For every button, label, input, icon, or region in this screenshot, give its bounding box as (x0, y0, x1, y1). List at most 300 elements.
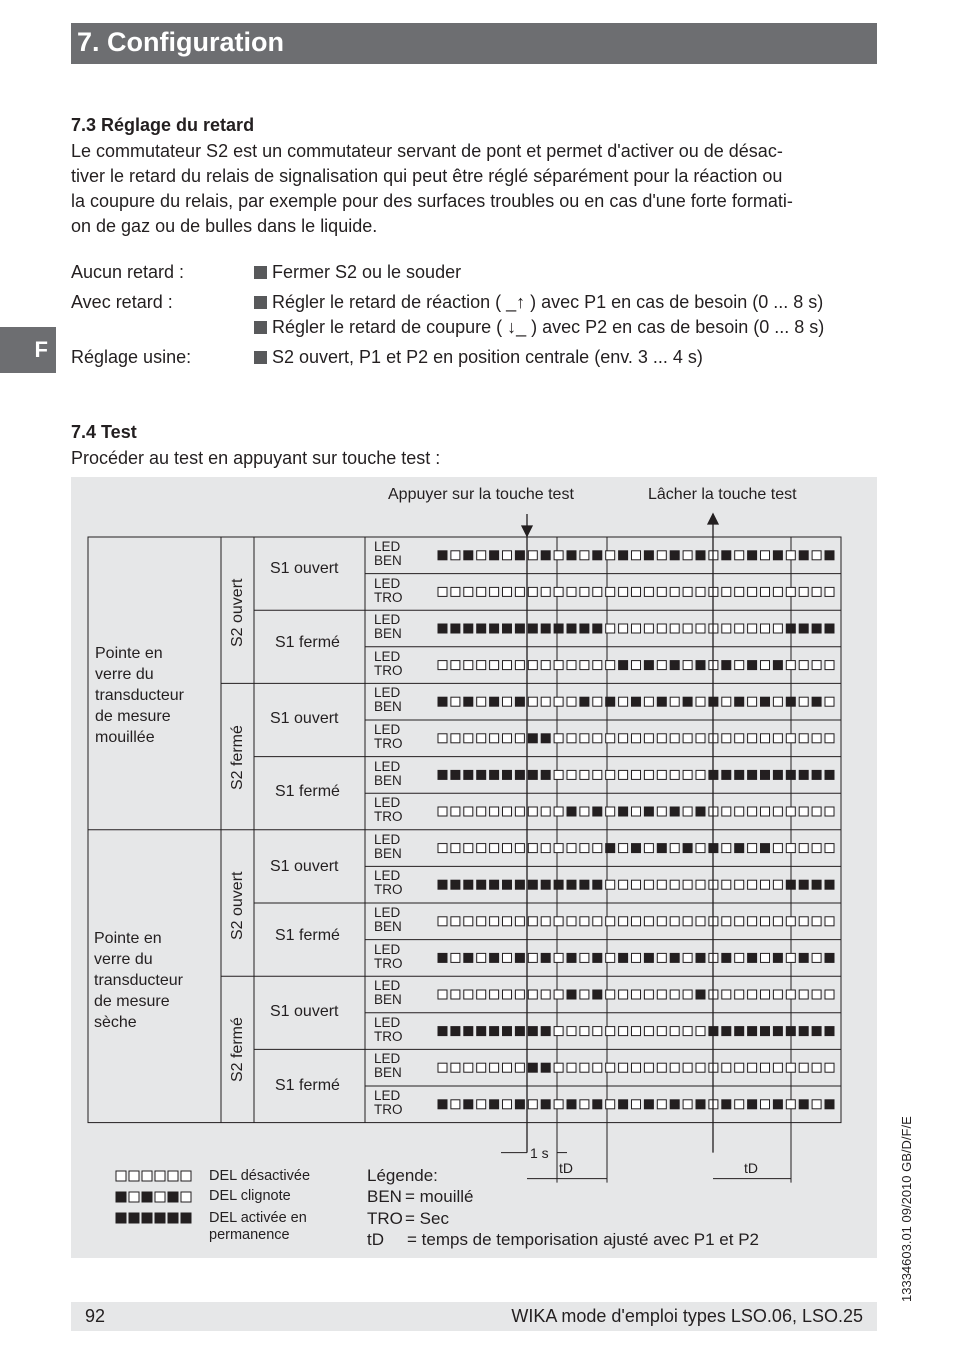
led-cell-off (593, 844, 602, 853)
led-cell-off (786, 661, 795, 670)
led-cell-off (477, 697, 486, 706)
led-cell-off (632, 807, 641, 816)
led-kind: BEN (374, 1065, 402, 1081)
led-cell-on (515, 624, 524, 633)
led-cell-off (799, 661, 808, 670)
led-cell-off (464, 734, 473, 743)
legend-swatch-cell (129, 1192, 139, 1202)
led-cell-on (696, 953, 705, 962)
legend-swatch-cell (116, 1192, 126, 1202)
language-tab (0, 327, 56, 373)
led-cell-on (438, 697, 447, 706)
down-arrow-icon (522, 526, 532, 536)
led-cell-on (515, 770, 524, 779)
td-label-2: tD (744, 1160, 758, 1176)
led-cell-on (477, 1027, 486, 1036)
led-cell-off (696, 917, 705, 926)
s1-label-7: S1 ouvert (270, 1003, 339, 1020)
led-kind: BEN (374, 845, 402, 861)
led-cell-off (786, 953, 795, 962)
led-cell-on (657, 697, 666, 706)
led-cell-off (761, 551, 770, 560)
led-state-table (71, 507, 877, 1187)
led-cell-off (644, 770, 653, 779)
led-cell-off (761, 661, 770, 670)
led-row-label (374, 906, 402, 934)
led-cell-off (683, 1063, 692, 1072)
led-cell-on (812, 770, 821, 779)
led-cell-off (438, 587, 447, 596)
led-cell-off (477, 917, 486, 926)
led-cell-on (567, 1100, 576, 1109)
led-cell-off (644, 917, 653, 926)
led-cell-off (761, 917, 770, 926)
setting-value-delay-off: Régler le retard de coupure ( ↓_ ) avec P2 en cas de besoin (0 ... 8 s) (254, 317, 824, 338)
led-cell-on (722, 551, 731, 560)
led-cell-off (528, 587, 537, 596)
led-cell-off (477, 844, 486, 853)
led-cell-off (451, 953, 460, 962)
led-cell-off (683, 917, 692, 926)
led-cell-on (464, 551, 473, 560)
led-cell-on (490, 624, 499, 633)
legend-swatch-cell (155, 1192, 165, 1202)
led-cell-off (464, 807, 473, 816)
led-cell-off (490, 1063, 499, 1072)
led-cell-off (606, 807, 615, 816)
led-cell-off (735, 990, 744, 999)
led-cell-off (503, 990, 512, 999)
led-cell-off (812, 1063, 821, 1072)
led-cell-off (554, 990, 563, 999)
led-cell-off (528, 917, 537, 926)
led-cell-off (541, 990, 550, 999)
led-cell-off (812, 807, 821, 816)
led-cell-off (683, 1027, 692, 1036)
page-footer (71, 1302, 877, 1331)
led-cell-off (670, 697, 679, 706)
led-cell-off (761, 587, 770, 596)
led-word: LED (374, 722, 401, 737)
led-cell-off (619, 990, 628, 999)
bullet-square-icon (254, 351, 267, 364)
led-cell-off (554, 697, 563, 706)
led-cell-off (632, 624, 641, 633)
led-cell-on (503, 880, 512, 889)
led-cell-off (670, 917, 679, 926)
led-cell-off (748, 734, 757, 743)
s2-label-3: S2 ouvert (229, 871, 246, 940)
led-word: LED (374, 868, 401, 884)
led-cell-off (606, 990, 615, 999)
led-cell-off (670, 770, 679, 779)
led-cell-off (696, 587, 705, 596)
led-cell-off (490, 844, 499, 853)
led-cell-on (670, 1100, 679, 1109)
led-cell-off (812, 734, 821, 743)
page-number: 92 (85, 1306, 106, 1326)
led-cell-on (490, 1100, 499, 1109)
led-cell-on (670, 953, 679, 962)
led-cell-off (735, 953, 744, 962)
led-cell-off (528, 953, 537, 962)
led-cell-on (490, 551, 499, 560)
led-cell-on (722, 1100, 731, 1109)
led-cell-off (451, 844, 460, 853)
led-cell-off (799, 1063, 808, 1072)
led-cell-off (567, 587, 576, 596)
led-cell-off (773, 697, 782, 706)
led-cell-off (528, 697, 537, 706)
led-cell-off (696, 734, 705, 743)
led-cell-off (554, 1063, 563, 1072)
legend-swatch-cell (142, 1213, 152, 1223)
led-cell-on (761, 844, 770, 853)
led-cell-off (477, 734, 486, 743)
led-cell-on (748, 661, 757, 670)
led-cell-off (477, 990, 486, 999)
led-cell-off (464, 844, 473, 853)
led-cell-off (580, 551, 589, 560)
led-cell-off (451, 807, 460, 816)
document-code: 13334603.01 09/2010 GB/D/F/E (899, 1116, 914, 1302)
paragraph-7-3-line-3: la coupure du relais, par exemple pour des surfaces troubles ou en cas d'une forte formati- (71, 191, 793, 211)
led-cell-on (825, 1027, 834, 1036)
led-cell-on (515, 1027, 524, 1036)
led-cell-off (670, 844, 679, 853)
led-cell-on (722, 661, 731, 670)
led-kind: BEN (374, 919, 402, 934)
led-cell-off (515, 734, 524, 743)
led-row-label (374, 686, 402, 714)
led-cell-off (773, 807, 782, 816)
led-cell-off (773, 917, 782, 926)
led-cell-off (567, 734, 576, 743)
led-cell-off (644, 734, 653, 743)
led-cell-on (464, 1027, 473, 1036)
led-cell-on (773, 1100, 782, 1109)
led-cell-off (657, 953, 666, 962)
led-cell-off (644, 990, 653, 999)
led-cell-off (490, 587, 499, 596)
led-cell-off (786, 807, 795, 816)
led-cell-off (541, 661, 550, 670)
led-cell-off (799, 587, 808, 596)
led-cell-off (554, 807, 563, 816)
led-kind: TRO (374, 589, 403, 605)
led-cell-off (632, 661, 641, 670)
led-row-label (374, 979, 402, 1007)
led-kind: BEN (374, 553, 402, 568)
legend-swatch-cell (155, 1213, 165, 1223)
led-cell-on (515, 880, 524, 889)
led-cell-on (593, 1100, 602, 1109)
led-cell-off (580, 1100, 589, 1109)
led-cell-off (748, 697, 757, 706)
led-cell-on (477, 880, 486, 889)
led-cell-on (541, 734, 550, 743)
led-cell-on (464, 1100, 473, 1109)
led-cell-off (606, 551, 615, 560)
led-cell-off (773, 734, 782, 743)
led-row-label (374, 650, 403, 678)
led-cell-off (580, 734, 589, 743)
led-cell-off (657, 587, 666, 596)
legend-swatch-cell (129, 1171, 139, 1181)
led-cell-on (464, 880, 473, 889)
led-cell-off (541, 807, 550, 816)
led-cell-off (593, 661, 602, 670)
led-cell-off (593, 1027, 602, 1036)
led-cell-off (825, 697, 834, 706)
led-cell-on (683, 844, 692, 853)
led-cell-off (593, 1063, 602, 1072)
s1-label-8: S1 fermé (275, 1077, 340, 1094)
led-cell-on (644, 1100, 653, 1109)
led-cell-off (580, 807, 589, 816)
led-cell-off (606, 917, 615, 926)
led-cell-off (477, 1100, 486, 1109)
led-cell-off (619, 587, 628, 596)
setting-label-no-delay: Aucun retard : (71, 262, 185, 282)
led-cell-on (541, 1100, 550, 1109)
led-kind: TRO (374, 1028, 403, 1044)
led-cell-on (451, 1027, 460, 1036)
legend-swatch-cell (142, 1192, 152, 1202)
legend-swatch-cell (181, 1171, 191, 1181)
led-cell-off (554, 661, 563, 670)
led-cell-off (670, 587, 679, 596)
led-cell-off (554, 917, 563, 926)
led-cell-off (657, 551, 666, 560)
led-row-label (374, 613, 402, 641)
led-cell-off (683, 624, 692, 633)
led-cell-off (554, 953, 563, 962)
led-cell-off (670, 1063, 679, 1072)
led-cell-off (825, 990, 834, 999)
bullet-square-icon (254, 266, 267, 279)
led-cell-on (761, 1027, 770, 1036)
led-cell-off (632, 917, 641, 926)
led-cell-off (554, 1100, 563, 1109)
led-cell-on (696, 807, 705, 816)
led-cell-off (644, 1027, 653, 1036)
led-row-label (374, 796, 403, 824)
led-cell-on (490, 953, 499, 962)
led-cell-off (619, 624, 628, 633)
led-kind: BEN (374, 772, 402, 788)
setting-label-factory: Réglage usine: (71, 347, 192, 367)
legend-ben-def: = mouillé (405, 1187, 474, 1206)
led-cell-off (786, 917, 795, 926)
led-cell-on (683, 697, 692, 706)
led-cell-on (593, 953, 602, 962)
led-cell-off (748, 917, 757, 926)
legend-swatch-cell (168, 1171, 178, 1181)
led-cell-off (825, 844, 834, 853)
led-cell-off (644, 587, 653, 596)
led-cell-off (683, 953, 692, 962)
led-cell-off (683, 587, 692, 596)
led-cell-off (567, 661, 576, 670)
led-cell-off (580, 844, 589, 853)
led-cell-off (696, 1027, 705, 1036)
led-cell-on (541, 880, 550, 889)
led-cell-off (812, 917, 821, 926)
led-cell-on (464, 953, 473, 962)
led-cell-on (619, 1100, 628, 1109)
led-cell-on (799, 1100, 808, 1109)
led-cell-on (528, 734, 537, 743)
led-cell-on (528, 880, 537, 889)
led-word: LED (374, 795, 401, 811)
led-cell-on (528, 1027, 537, 1036)
led-cell-off (451, 1100, 460, 1109)
led-cell-off (593, 770, 602, 779)
led-cell-on (786, 697, 795, 706)
s2-label-4: S2 fermé (229, 1017, 246, 1082)
led-cell-off (554, 844, 563, 853)
led-cell-on (619, 661, 628, 670)
led-cell-on (799, 624, 808, 633)
led-row-label (374, 540, 402, 568)
led-cell-off (696, 880, 705, 889)
led-cell-off (761, 1063, 770, 1072)
led-cell-on (825, 1100, 834, 1109)
s1-label-4: S1 fermé (275, 783, 340, 800)
led-cell-off (515, 1063, 524, 1072)
led-cell-off (657, 661, 666, 670)
led-cell-off (464, 661, 473, 670)
led-cell-off (812, 844, 821, 853)
led-cell-on (541, 770, 550, 779)
led-cell-off (567, 917, 576, 926)
led-cell-off (683, 1100, 692, 1109)
led-cell-off (632, 990, 641, 999)
td-label-1: tD (559, 1160, 573, 1176)
led-cell-on (464, 624, 473, 633)
led-cell-off (503, 697, 512, 706)
led-cell-off (761, 807, 770, 816)
led-cell-on (567, 880, 576, 889)
led-cell-off (644, 624, 653, 633)
legend-swatch-cell (129, 1213, 139, 1223)
led-row-label (374, 577, 403, 605)
s1-label-5: S1 ouvert (270, 858, 339, 875)
led-cell-off (644, 1063, 653, 1072)
led-cell-off (619, 880, 628, 889)
led-cell-on (464, 770, 473, 779)
s1-label-3: S1 ouvert (270, 710, 339, 727)
led-cell-off (580, 990, 589, 999)
led-cell-on (786, 1027, 795, 1036)
led-cell-off (554, 551, 563, 560)
led-cell-on (606, 844, 615, 853)
led-cell-off (541, 697, 550, 706)
led-cell-off (632, 953, 641, 962)
led-cell-off (528, 990, 537, 999)
legend-td-def: = temps de temporisation ajusté avec P1 et P2 (407, 1230, 760, 1249)
led-cell-off (606, 661, 615, 670)
led-cell-on (593, 807, 602, 816)
led-cell-off (619, 917, 628, 926)
led-cell-off (554, 770, 563, 779)
led-cell-off (593, 917, 602, 926)
led-cell-on (786, 624, 795, 633)
led-cell-off (515, 844, 524, 853)
led-word: LED (374, 758, 401, 774)
chapter-title: 7. Configuration (77, 27, 284, 57)
led-cell-on (554, 880, 563, 889)
led-cell-off (632, 1100, 641, 1109)
led-cell-on (644, 661, 653, 670)
led-cell-on (541, 1063, 550, 1072)
led-cell-off (735, 661, 744, 670)
led-cell-off (490, 807, 499, 816)
led-cell-off (696, 844, 705, 853)
led-cell-off (657, 880, 666, 889)
led-cell-off (773, 990, 782, 999)
led-cell-off (438, 917, 447, 926)
led-cell-on (515, 1100, 524, 1109)
led-cell-on (644, 807, 653, 816)
led-cell-off (632, 587, 641, 596)
led-cell-off (799, 807, 808, 816)
led-cell-on (825, 953, 834, 962)
led-cell-off (683, 880, 692, 889)
led-cell-off (735, 587, 744, 596)
legend-swatch-cell (155, 1171, 165, 1181)
led-cell-off (825, 734, 834, 743)
led-cell-off (644, 844, 653, 853)
s1-label-2: S1 fermé (275, 634, 340, 651)
led-cell-on (451, 770, 460, 779)
led-cell-off (606, 1063, 615, 1072)
led-cell-on (657, 844, 666, 853)
led-cell-off (670, 734, 679, 743)
s1-label-6: S1 fermé (275, 927, 340, 944)
led-cell-on (799, 770, 808, 779)
led-cell-on (799, 551, 808, 560)
s2-label-2: S2 fermé (229, 725, 246, 790)
led-word: LED (374, 978, 401, 994)
led-cell-on (567, 953, 576, 962)
led-cell-off (812, 990, 821, 999)
led-row-label (374, 1016, 403, 1044)
led-cell-off (735, 1100, 744, 1109)
led-cell-off (503, 844, 512, 853)
led-cell-off (657, 990, 666, 999)
led-cell-on (799, 1027, 808, 1036)
led-cell-off (438, 1063, 447, 1072)
led-cell-off (477, 551, 486, 560)
led-cell-on (464, 697, 473, 706)
led-cell-off (464, 1063, 473, 1072)
led-cell-on (580, 697, 589, 706)
led-cell-on (515, 551, 524, 560)
led-cell-off (644, 697, 653, 706)
legend-swatch-cell (181, 1192, 191, 1202)
led-cell-off (541, 844, 550, 853)
led-cell-off (748, 844, 757, 853)
led-cell-off (477, 1063, 486, 1072)
led-cell-off (799, 734, 808, 743)
led-cell-off (657, 734, 666, 743)
led-cell-on (761, 770, 770, 779)
led-cell-on (696, 1100, 705, 1109)
led-cell-off (722, 624, 731, 633)
led-cell-off (554, 587, 563, 596)
